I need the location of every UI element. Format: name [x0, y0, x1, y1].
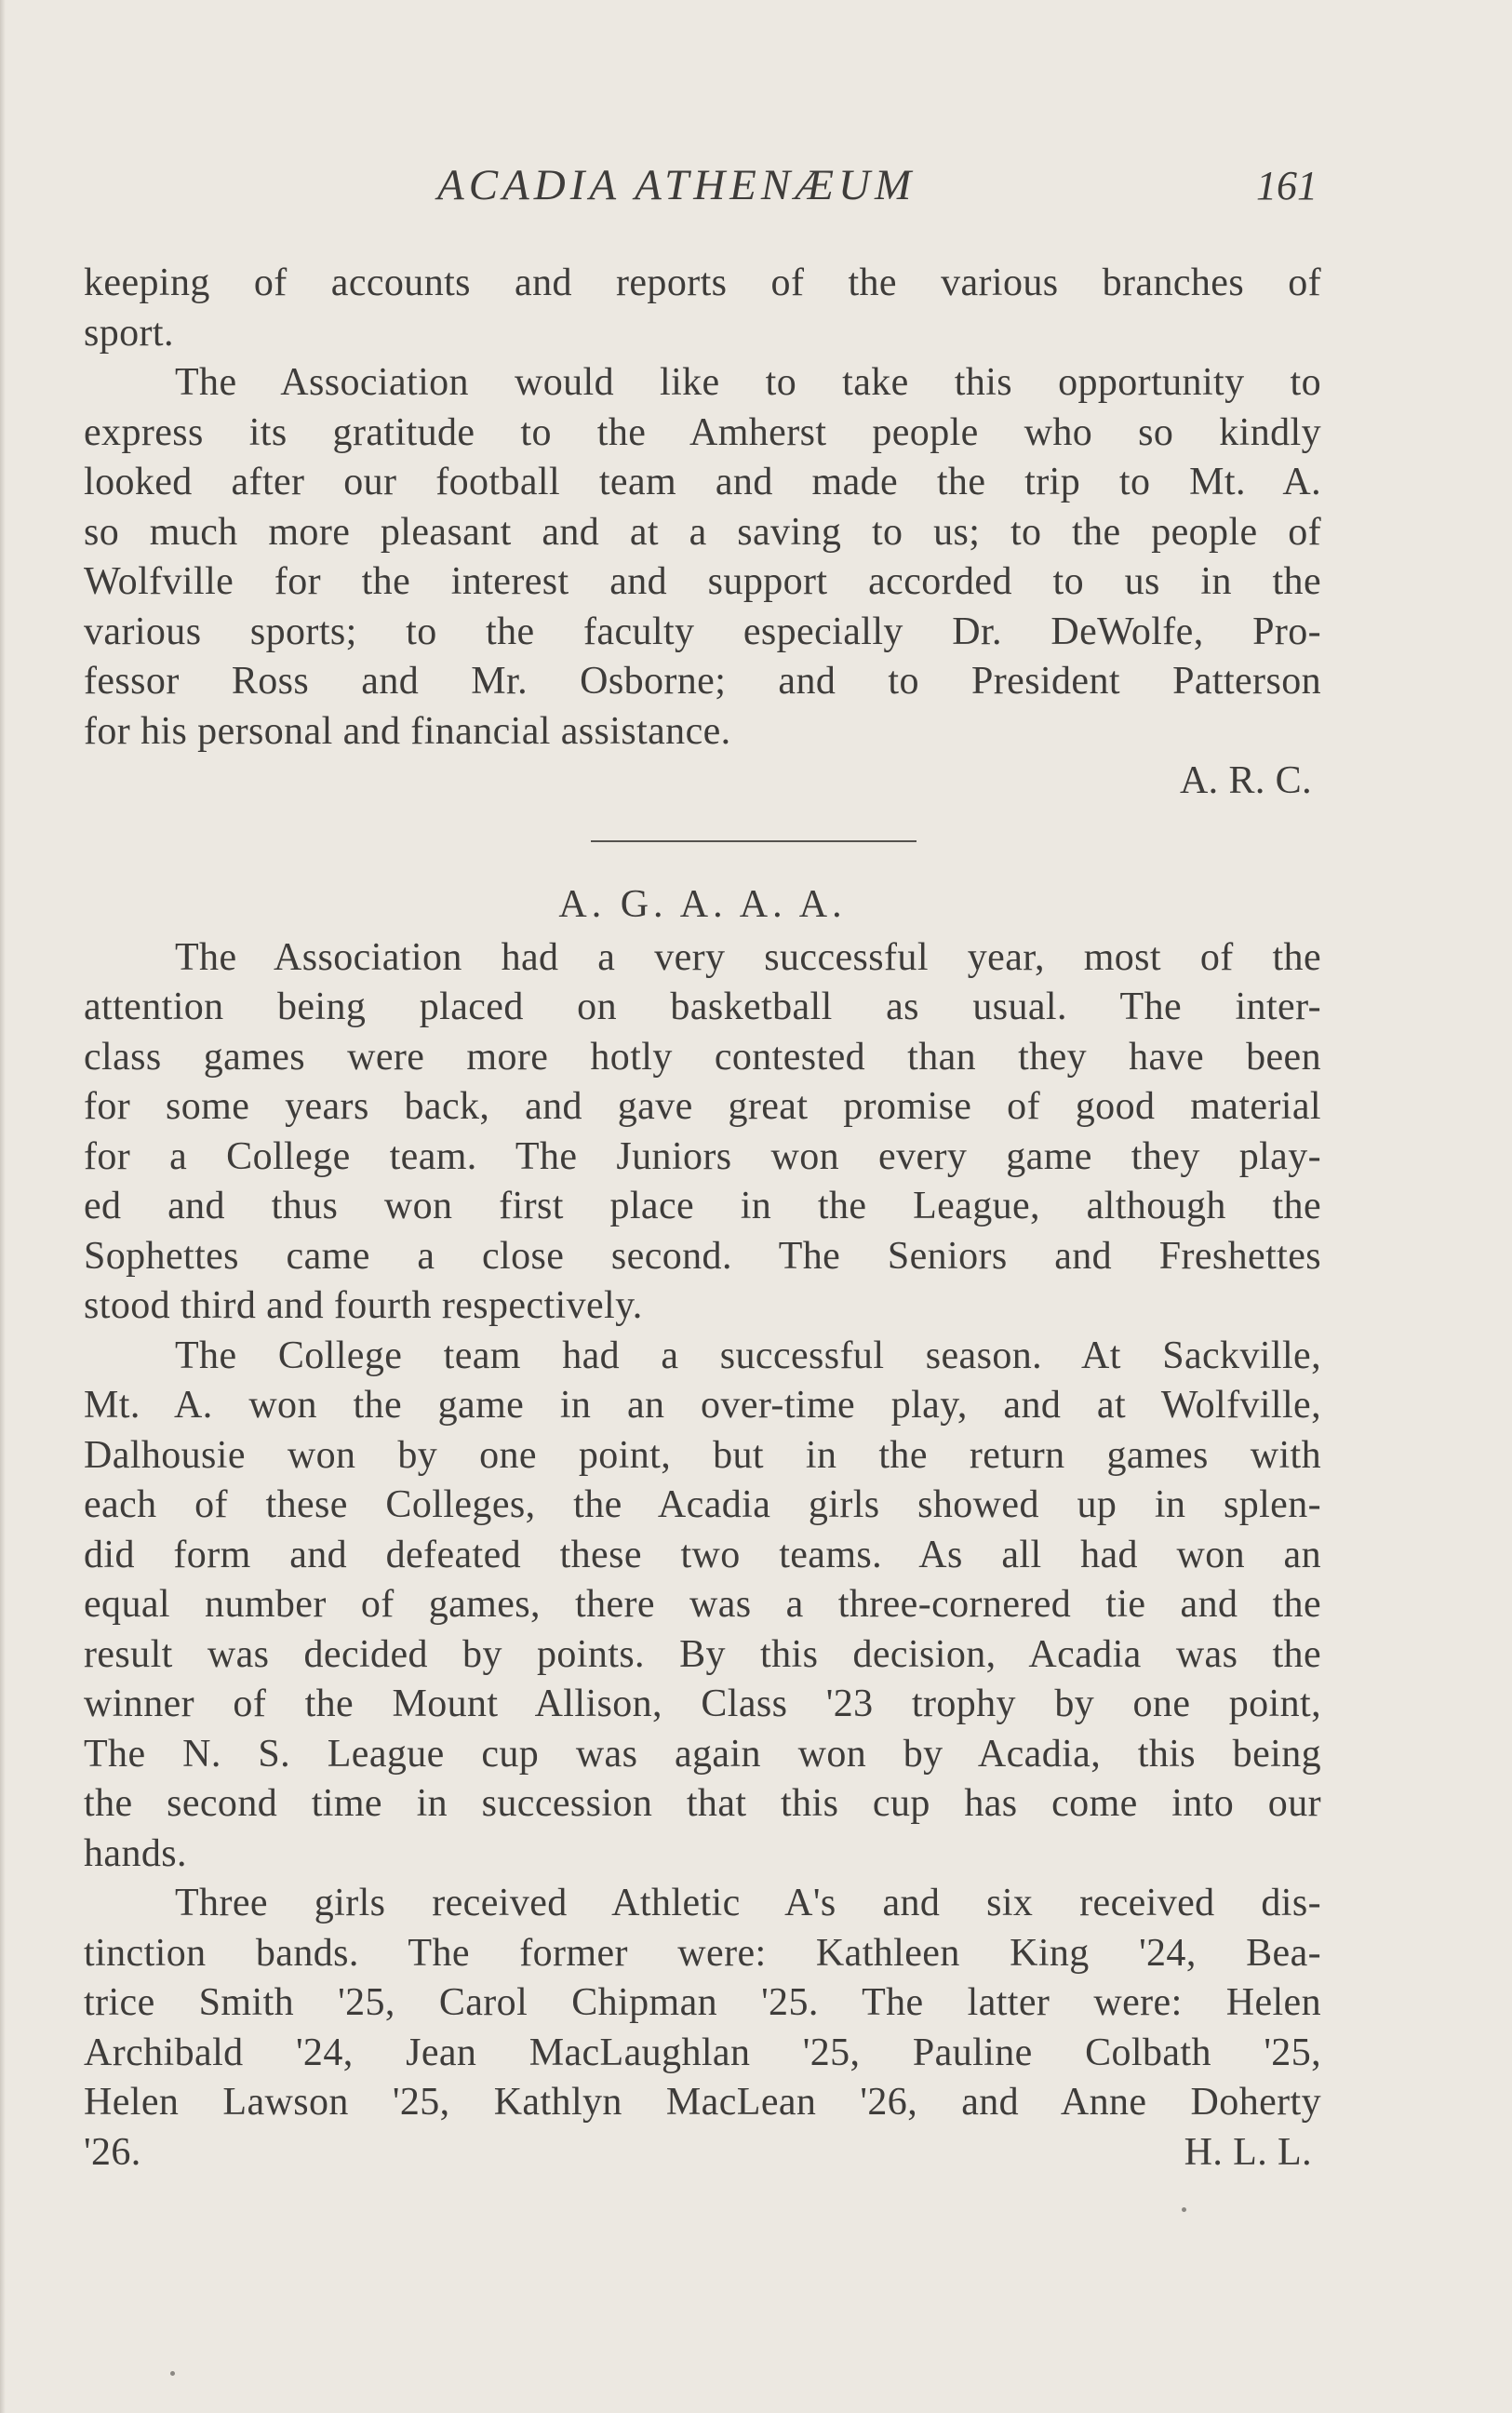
- arc-section: [84, 259, 1321, 807]
- text-line: various sports; to the faculty especially Dr. DeWolfe, Pro-: [84, 610, 1321, 653]
- text-line: for a College team. The Juniors won every game they play-: [84, 1134, 1321, 1178]
- text-line: trice Smith '25, Carol Chipman '25. The latter were: Helen: [84, 1981, 1321, 2024]
- text-line: for his personal and financial assistance.: [84, 709, 731, 753]
- text-line: Helen Lawson '25, Kathlyn MacLean '26, and Anne Doherty: [84, 2081, 1321, 2124]
- agaaa-section: [84, 876, 1321, 2178]
- section-heading: A. G. A. A. A.: [558, 882, 847, 926]
- text-line: Dalhousie won by one point, but in the return games with: [84, 1433, 1321, 1477]
- running-title: ACADIA ATHENÆUM: [437, 161, 917, 209]
- text-line: The Association would like to take this opportunity to: [175, 361, 1321, 404]
- text-line: the second time in succession that this cup has come into our: [84, 1782, 1321, 1825]
- paragraph: [84, 1332, 1321, 1880]
- text-line: Wolfville for the interest and support accorded to us in the: [84, 560, 1321, 603]
- page-header: [0, 160, 1512, 216]
- text-line: Sophettes came a close second. The Seniors and Freshettes: [84, 1234, 1321, 1278]
- page-left-edge: [0, 0, 6, 2413]
- agaaa-signature: H. L. L.: [1184, 2130, 1312, 2174]
- text-line: The College team had a successful season. At Sackville,: [175, 1334, 1321, 1377]
- text-line: Mt. A. won the game in an over-time play, and at Wolfville,: [84, 1384, 1321, 1427]
- text-line: fessor Ross and Mr. Osborne; and to President Patterson: [84, 660, 1321, 703]
- text-line: attention being placed on basketball as usual. The inter-: [84, 985, 1321, 1028]
- text-line: tinction bands. The former were: Kathleen King '24, Bea-: [84, 1931, 1321, 1975]
- text-line: did form and defeated these two teams. As all had won an: [84, 1533, 1321, 1576]
- text-line: hands.: [84, 1831, 187, 1875]
- divider-rule: [591, 840, 917, 842]
- paragraph: [84, 933, 1321, 1332]
- text-line: for some years back, and gave great promise of good material: [84, 1085, 1321, 1128]
- arc-signature: A. R. C.: [1179, 759, 1312, 802]
- text-line: class games were more hotly contested than they have been: [84, 1035, 1321, 1079]
- paragraph: [84, 1879, 1321, 2178]
- text-line: express its gratitude to the Amherst people who so kindly: [84, 410, 1321, 454]
- text-line: result was decided by points. By this decision, Acadia was the: [84, 1632, 1321, 1676]
- text-line: The N. S. League cup was again won by Acadia, this being: [84, 1732, 1321, 1776]
- paper-speck: [170, 2371, 175, 2376]
- text-line: winner of the Mount Allison, Class '23 trophy by one point,: [84, 1682, 1321, 1725]
- text-line: ed and thus won first place in the League, although the: [84, 1185, 1321, 1227]
- text-line: stood third and fourth respectively.: [84, 1284, 643, 1327]
- text-line: The Association had a very successful year, most of the: [175, 935, 1321, 979]
- text-line: sport.: [84, 311, 174, 355]
- text-line-end: '26.: [84, 2130, 141, 2174]
- text-line: each of these Colleges, the Acadia girls showed up in splen-: [84, 1483, 1321, 1526]
- text-line: Three girls received Athletic A's and six received dis-: [175, 1882, 1321, 1924]
- text-line: so much more pleasant and at a saving to us; to the people of: [84, 510, 1321, 554]
- paper-speck: [1182, 2207, 1186, 2212]
- text-line: Archibald '24, Jean MacLaughlan '25, Pauline Colbath '25,: [84, 2031, 1321, 2074]
- text-line: looked after our football team and made the trip to Mt. A.: [84, 461, 1321, 503]
- section-divider: [84, 807, 1321, 876]
- page-number: 161: [1256, 163, 1318, 208]
- text-line-with-signature: [84, 2128, 1321, 2178]
- text-line: equal number of games, there was a three-cornered tie and the: [84, 1583, 1321, 1626]
- text-line: keeping of accounts and reports of the various branches of: [84, 261, 1321, 304]
- page-body: [84, 259, 1321, 2178]
